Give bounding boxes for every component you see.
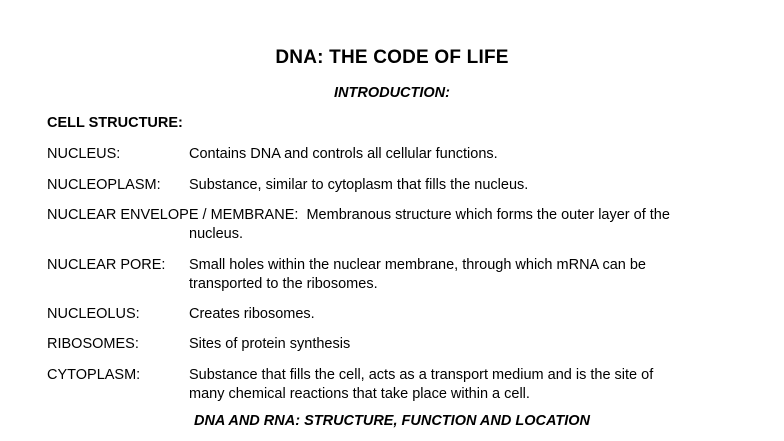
term-nucleus: NUCLEUS: <box>47 146 121 162</box>
term-ribosomes: RIBOSOMES: <box>47 336 139 352</box>
definition-nucleus: Contains DNA and controls all cellular functions. <box>189 146 498 162</box>
definition-nuclear-pore-line2: transported to the ribosomes. <box>189 276 378 292</box>
term-nucleolus: NUCLEOLUS: <box>47 306 140 322</box>
cell-structure-heading: CELL STRUCTURE: <box>47 115 183 131</box>
definition-nuclear-pore-line1: Small holes within the nuclear membrane, through which mRNA can be <box>189 257 646 273</box>
dna-rna-section-heading: DNA AND RNA: STRUCTURE, FUNCTION AND LOCATION <box>193 413 591 429</box>
definition-nuclear-envelope-line1: Membranous structure which forms the outer layer of the <box>306 207 670 223</box>
definition-ribosomes: Sites of protein synthesis <box>189 336 351 352</box>
definition-cytoplasm-line1: Substance that fills the cell, acts as a transport medium and is the site of <box>189 367 654 383</box>
introduction-heading: INTRODUCTION: <box>334 85 450 101</box>
entry-nuclear-envelope <box>47 206 670 225</box>
term-nucleoplasm: NUCLEOPLASM: <box>47 177 161 193</box>
definition-nuclear-envelope-line2: nucleus. <box>189 226 244 242</box>
definition-nucleoplasm: Substance, similar to cytoplasm that fills the nucleus. <box>189 177 529 193</box>
definition-cytoplasm-line2: many chemical reactions that take place within a cell. <box>189 386 530 402</box>
term-cytoplasm: CYTOPLASM: <box>47 367 141 383</box>
document-title: DNA: THE CODE OF LIFE <box>275 47 509 68</box>
term-nuclear-pore: NUCLEAR PORE: <box>47 257 166 273</box>
definition-nucleolus: Creates ribosomes. <box>189 306 315 322</box>
term-nuclear-envelope: NUCLEAR ENVELOPE / MEMBRANE: <box>47 207 299 223</box>
